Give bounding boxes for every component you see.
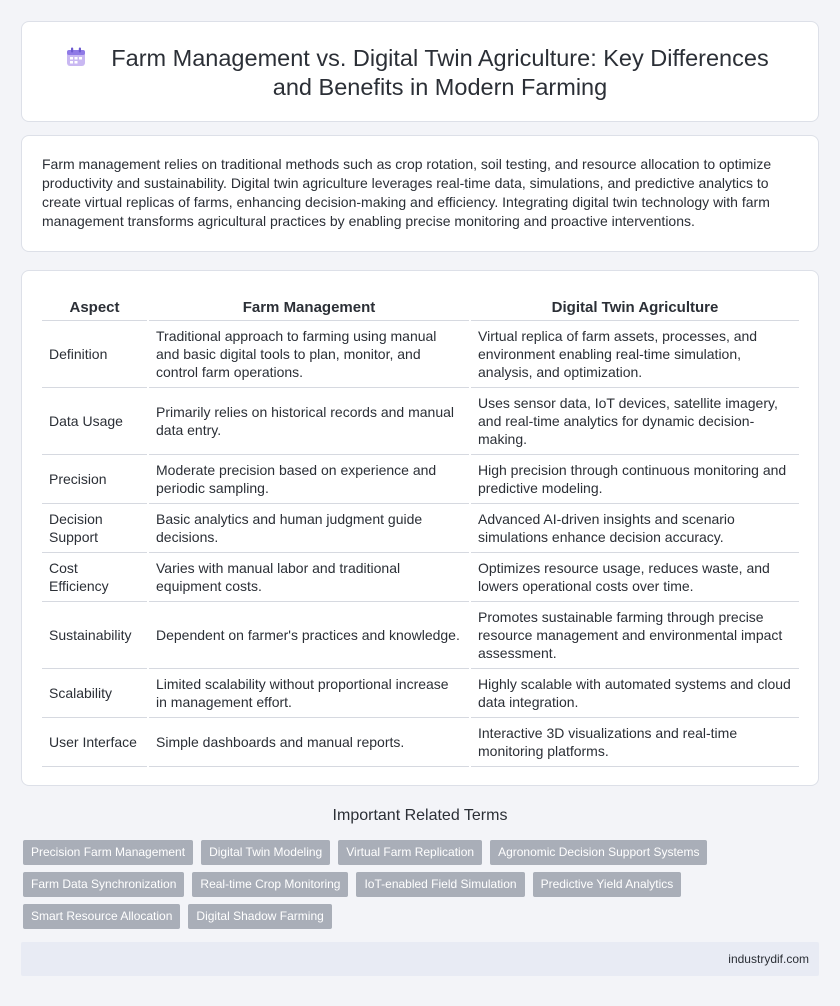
table-header-row	[42, 296, 799, 320]
table-row	[42, 552, 799, 601]
table-row	[42, 387, 799, 454]
related-term-tag[interactable]: Agronomic Decision Support Systems	[490, 840, 707, 865]
cell-farm-management: Simple dashboards and manual reports.	[148, 717, 470, 766]
cell-digital-twin: Optimizes resource usage, reduces waste, and lowers operational costs over time.	[470, 552, 799, 601]
cell-digital-twin: Interactive 3D visualizations and real-time monitoring platforms.	[470, 717, 799, 766]
comparison-table-card	[21, 270, 819, 786]
related-term-tag[interactable]: IoT-enabled Field Simulation	[356, 872, 524, 897]
header-card	[21, 21, 819, 122]
cell-aspect: Definition	[42, 320, 148, 387]
cell-digital-twin: Highly scalable with automated systems and cloud data integration.	[470, 668, 799, 717]
related-term-tag[interactable]: Real-time Crop Monitoring	[192, 872, 348, 897]
cell-digital-twin: Advanced AI-driven insights and scenario simulations enhance decision accuracy.	[470, 503, 799, 552]
cell-digital-twin: High precision through continuous monitoring and predictive modeling.	[470, 454, 799, 503]
cell-aspect: Precision	[42, 454, 148, 503]
footer	[21, 942, 819, 976]
cell-farm-management: Moderate precision based on experience and periodic sampling.	[148, 454, 470, 503]
table-row	[42, 601, 799, 668]
cell-aspect: Scalability	[42, 668, 148, 717]
related-term-tag[interactable]: Precision Farm Management	[23, 840, 193, 865]
cell-farm-management: Traditional approach to farming using manual and basic digital tools to plan, monitor, and control farm operations.	[148, 320, 470, 387]
cell-digital-twin: Promotes sustainable farming through precise resource management and environmental impact assessment.	[470, 601, 799, 668]
related-term-tag[interactable]: Digital Twin Modeling	[201, 840, 330, 865]
related-terms-title: Important Related Terms	[332, 807, 508, 824]
related-term-tag[interactable]: Predictive Yield Analytics	[533, 872, 682, 897]
cell-farm-management: Limited scalability without proportional increase in management effort.	[148, 668, 470, 717]
footer-site-link[interactable]: industrydif.com	[728, 952, 809, 966]
cell-farm-management: Basic analytics and human judgment guide decisions.	[148, 503, 470, 552]
intro-paragraph: Farm management relies on traditional methods such as crop rotation, soil testing, and resource allocation to optimize productivity and sustainability. Digital twin agriculture leverages real-time data, simulations, and predictive analytics to create virtual replicas of farms, enhancing decision-making and efficiency. Integrating digital twin technology with farm management transforms agricultural practices by enabling precise monitoring and proactive interventions.	[42, 156, 772, 229]
cell-digital-twin: Virtual replica of farm assets, processes, and environment enabling real-time simulation, analysis, and optimization.	[470, 320, 799, 387]
intro-card	[21, 135, 819, 252]
cell-farm-management: Varies with manual labor and traditional equipment costs.	[148, 552, 470, 601]
header-farm-management: Farm Management	[148, 296, 470, 320]
cell-farm-management: Dependent on farmer's practices and knowledge.	[148, 601, 470, 668]
related-term-tag[interactable]: Digital Shadow Farming	[188, 904, 331, 929]
header-digital-twin: Digital Twin Agriculture	[470, 296, 799, 320]
cell-aspect: Decision Support	[42, 503, 148, 552]
table-row	[42, 668, 799, 717]
comparison-table	[42, 296, 799, 767]
table-row	[42, 717, 799, 766]
header-aspect: Aspect	[42, 296, 148, 320]
related-term-tag[interactable]: Smart Resource Allocation	[23, 904, 180, 929]
page-title: Farm Management vs. Digital Twin Agriculture: Key Differences and Benefits in Modern Farming	[111, 45, 769, 100]
table-row	[42, 454, 799, 503]
cell-farm-management: Primarily relies on historical records and manual data entry.	[148, 387, 470, 454]
cell-digital-twin: Uses sensor data, IoT devices, satellite imagery, and real-time analytics for dynamic decision-making.	[470, 387, 799, 454]
cell-aspect: User Interface	[42, 717, 148, 766]
cell-aspect: Cost Efficiency	[42, 552, 148, 601]
related-terms-tags	[23, 840, 743, 936]
related-term-tag[interactable]: Farm Data Synchronization	[23, 872, 184, 897]
table-row	[42, 503, 799, 552]
table-row	[42, 320, 799, 387]
related-term-tag[interactable]: Virtual Farm Replication	[338, 840, 482, 865]
cell-aspect: Data Usage	[42, 387, 148, 454]
cell-aspect: Sustainability	[42, 601, 148, 668]
